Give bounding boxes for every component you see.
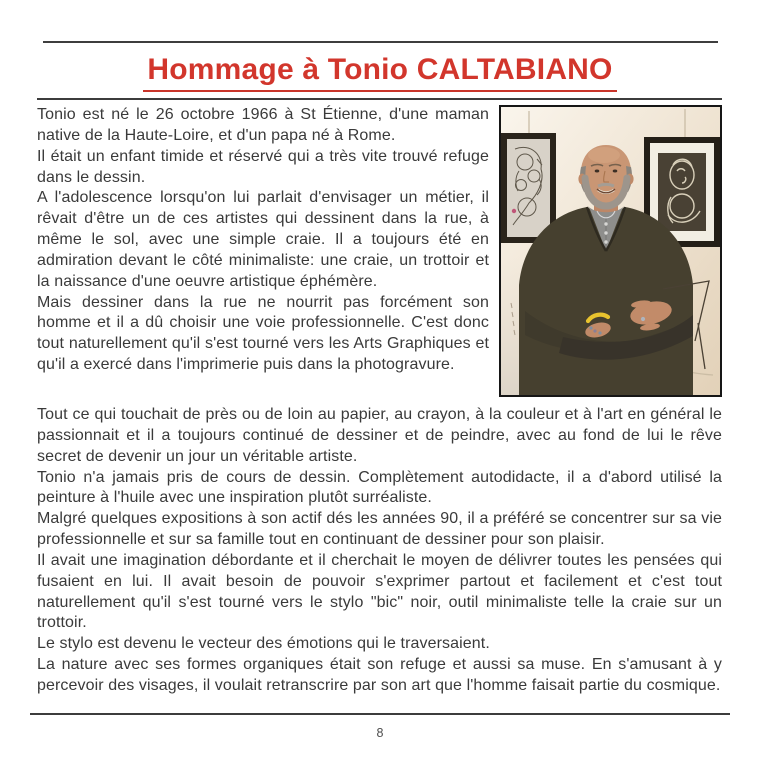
ring [641, 317, 645, 321]
artist-portrait-illustration [501, 107, 720, 395]
article-paragraph: Il avait une imagination débordante et il cherchait le moyen de délivrer toutes les pensées qui fusaient en lui. Il avait besoin de pouvoir s'exprimer partout et facilement et c'est tout naturellement qu'il s'est tourné vers le stylo "bic" noir, outil minimaliste telle la craie sur un trottoir. [37, 551, 722, 632]
article-paragraph: Tonio n'a jamais pris de cours de dessin. Complètement autodidacte, il a d'abord utilisé la peinture à l'huile avec une inspiration plutôt surréaliste. [37, 468, 722, 507]
bottom-rule [30, 713, 730, 715]
page-title: Hommage à Tonio CALTABIANO [143, 53, 616, 92]
article-paragraph: Mais dessiner dans la rue ne nourrit pas forcément son homme et il a dû choisir une voie professionnelle. C'est donc tout naturellement qu'il s'est tourné vers les Arts Graphiques et qu'il a exercé dans l'imprimerie puis dans la photogravure. [37, 293, 489, 374]
article-paragraph: La nature avec ses formes organiques était son refuge et aussi sa muse. En s'amusant à y percevoir des visages, il voulait retranscrire par son art que l'homme faisait partie du cosmique. [37, 656, 722, 694]
article-paragraph: Malgré quelques expositions à son actif dés les années 90, il a préféré se concentrer sur sa vie professionnelle et sur sa famille tout en continuant de dessiner pour son plaisir. [37, 510, 722, 549]
article-paragraph: Tonio est né le 26 octobre 1966 à St Étienne, d'une maman native de la Haute-Loire, et d'un papa né à Rome. [37, 106, 489, 144]
artist-portrait-photo [499, 105, 722, 397]
top-rule [43, 41, 718, 43]
article-paragraph: A l'adolescence lorsqu'on lui parlait d'envisager un métier, il rêvait d'être un de ces artistes qui dessinent dans la rue, à même le sol, avec une simple craie. Il a toujours été en admiration devant le côté minimaliste: une craie, un trottoir et la naissance d'une oeuvre artistique éphémère. [37, 189, 489, 290]
article-paragraph: Tout ce qui touchait de près ou de loin au papier, au crayon, à la couleur et à l'art en général le passionnait et il a toujours continué de dessiner et de peindre, avec au fond de lui le rêve secret de devenir un jour un véritable artiste. [37, 406, 722, 465]
article-body [37, 98, 722, 697]
article-paragraph: Le stylo est devenu le vecteur des émotions qui le traversaient. [37, 635, 490, 653]
article-paragraph: Il était un enfant timide et réservé qui a très vite trouvé refuge dans le dessin. [37, 147, 489, 186]
page-number: 8 [376, 726, 384, 740]
title-container [0, 53, 760, 92]
